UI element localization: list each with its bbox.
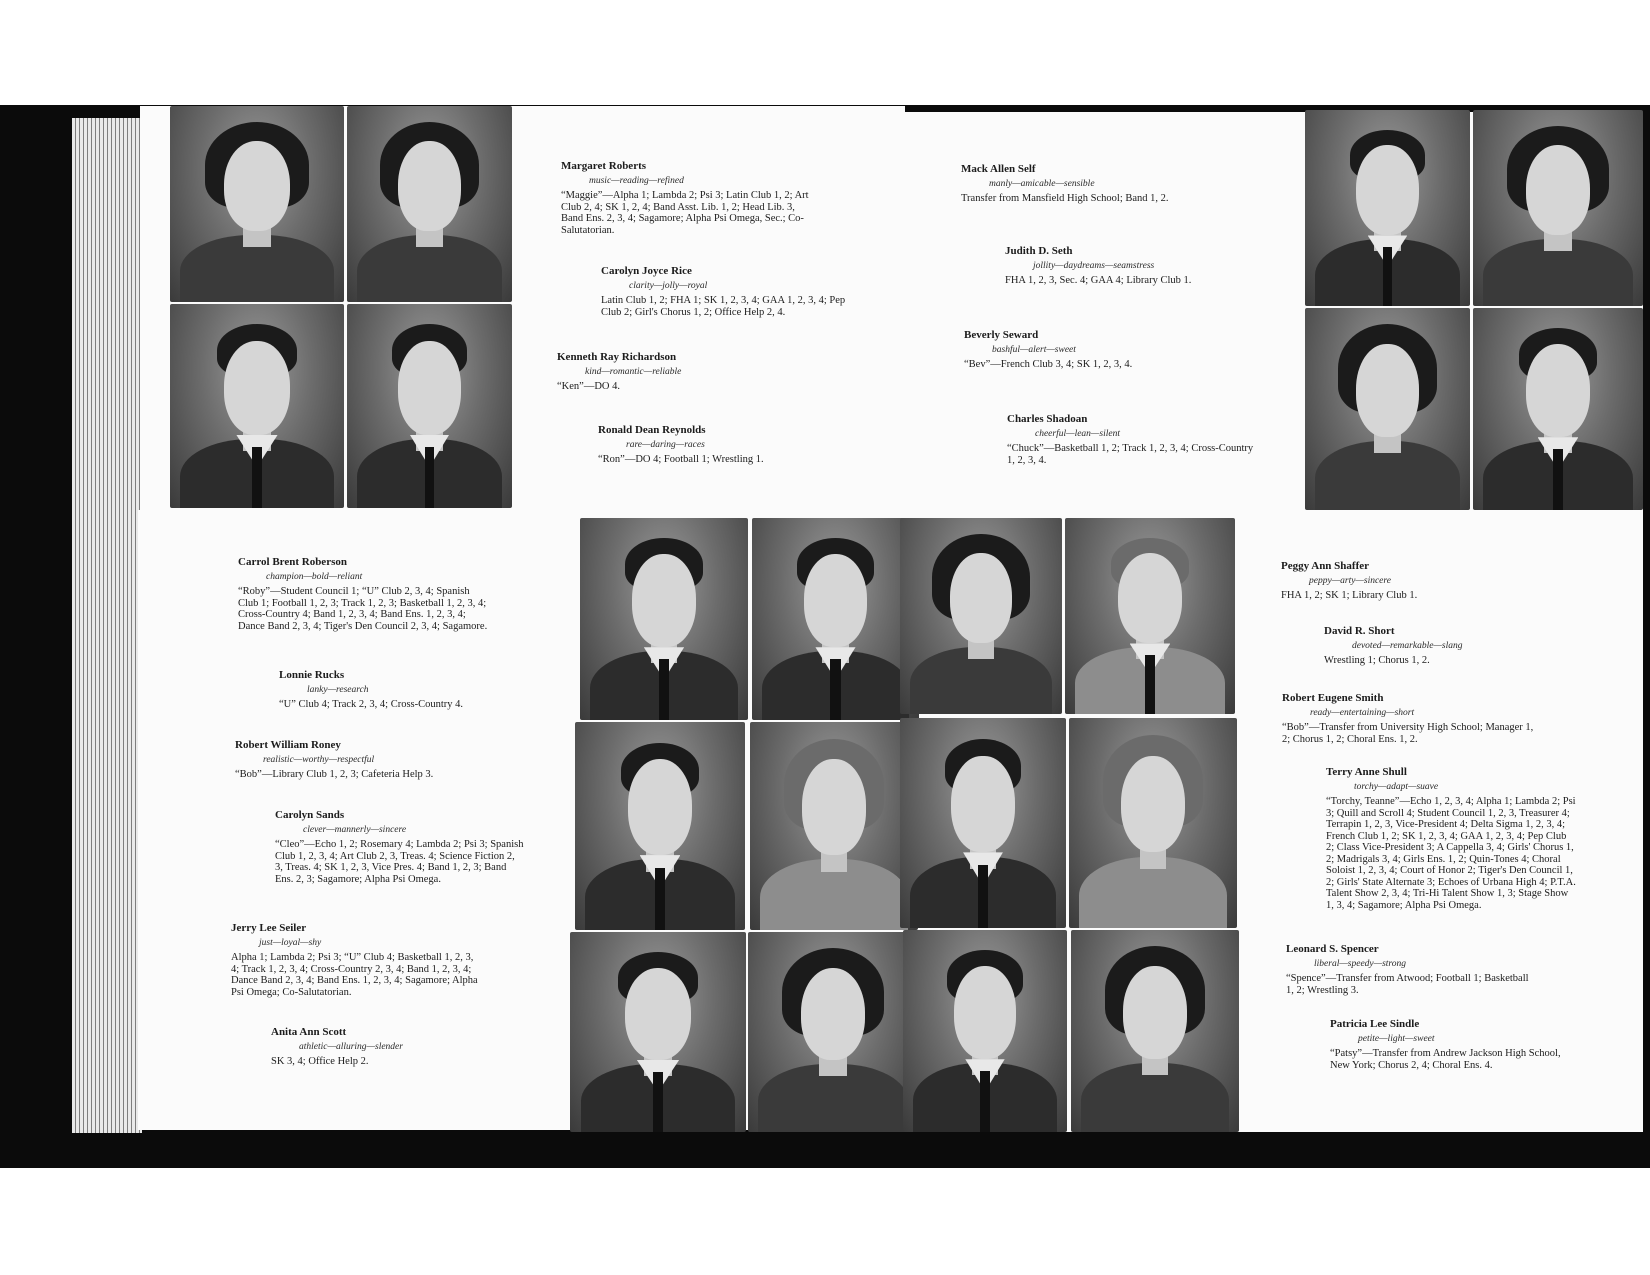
student-entry bbox=[279, 670, 519, 711]
student-activities: “Bob”—Library Club 1, 2, 3; Cafeteria Help 3. bbox=[235, 769, 434, 780]
student-portrait-photo bbox=[900, 718, 1066, 928]
student-motto: ready—entertaining—short bbox=[1310, 707, 1415, 718]
student-portrait-photo bbox=[1305, 110, 1470, 306]
student-entry bbox=[1005, 246, 1255, 287]
student-portrait-photo bbox=[900, 518, 1062, 714]
student-entry bbox=[561, 161, 816, 236]
student-activities: “Roby”—Student Council 1; “U” Club 2, 3, 4; Spanish Club 1; Football 1, 2, 3; Track 1, 2, 3; Basketball 1, 2, 3, 4; Cross-Country 4; Band 1, 2, 3, 4; Band Ens. 1, 2, 3, 4; Dance Band 2, 3, 4; Tiger's Den Council 2, 3, 4; Sagamore. bbox=[238, 586, 488, 632]
student-activities: Transfer from Mansfield High School; Band 1, 2. bbox=[961, 193, 1169, 204]
student-entry bbox=[601, 266, 851, 318]
student-motto: liberal—speedy—strong bbox=[1314, 958, 1407, 969]
student-entry bbox=[964, 330, 1214, 371]
student-activities: “U” Club 4; Track 2, 3, 4; Cross-Country 4. bbox=[279, 699, 464, 710]
student-name: Carolyn Joyce Rice bbox=[601, 265, 692, 277]
student-portrait-photo bbox=[752, 518, 919, 720]
student-motto: kind—romantic—reliable bbox=[585, 366, 682, 377]
student-activities: “Ron”—DO 4; Football 1; Wrestling 1. bbox=[598, 454, 764, 465]
student-name: Judith D. Seth bbox=[1005, 245, 1073, 257]
student-activities: FHA 1, 2, 3, Sec. 4; GAA 4; Library Club 1. bbox=[1005, 275, 1192, 286]
student-entry bbox=[1324, 626, 1564, 667]
student-entry bbox=[238, 557, 488, 632]
student-motto: petite—light—sweet bbox=[1358, 1033, 1435, 1044]
student-activities: “Bob”—Transfer from University High School; Manager 1, 2; Chorus 1, 2; Choral Ens. 1, 2. bbox=[1282, 722, 1534, 745]
student-activities: Latin Club 1, 2; FHA 1; SK 1, 2, 3, 4; GAA 1, 2, 3, 4; Pep Club 2; Girl's Chorus 1, 2; Office Help 2, 4. bbox=[601, 295, 846, 318]
student-activities: FHA 1, 2; SK 1; Library Club 1. bbox=[1281, 590, 1418, 601]
student-entry bbox=[961, 164, 1231, 205]
student-entry bbox=[557, 352, 817, 393]
student-activities: “Maggie”—Alpha 1; Lambda 2; Psi 3; Latin Club 1, 2; Art Club 2, 4; SK 1, 2, 4; Band Asst. Lib. 1, 2; Head Lib. 3, Band Ens. 2, 3, 4; Sagamore; Alpha Psi Omega, Sec.; Co-Salutatorian. bbox=[561, 190, 809, 236]
student-motto: clarity—jolly—royal bbox=[629, 280, 708, 291]
student-portrait-photo bbox=[570, 932, 746, 1132]
student-activities: “Bev”—French Club 3, 4; SK 1, 2, 3, 4. bbox=[964, 359, 1133, 370]
student-name: Carolyn Sands bbox=[275, 809, 345, 821]
student-motto: realistic—worthy—respectful bbox=[263, 754, 375, 765]
student-motto: manly—amicable—sensible bbox=[989, 178, 1095, 189]
student-name: Lonnie Rucks bbox=[279, 669, 345, 681]
student-entry bbox=[1326, 767, 1576, 911]
student-portrait-photo bbox=[1473, 308, 1643, 510]
student-motto: torchy—adapt—suave bbox=[1354, 781, 1439, 792]
student-portrait-photo bbox=[347, 304, 512, 508]
student-motto: peppy—arty—sincere bbox=[1309, 575, 1391, 586]
student-entry bbox=[271, 1027, 511, 1068]
student-portrait-photo bbox=[1065, 518, 1235, 714]
student-entry bbox=[1007, 414, 1257, 466]
student-name: Carrol Brent Roberson bbox=[238, 556, 347, 568]
student-name: Anita Ann Scott bbox=[271, 1026, 347, 1038]
student-name: Peggy Ann Shaffer bbox=[1281, 560, 1369, 572]
student-name: Jerry Lee Seiler bbox=[231, 922, 307, 934]
student-activities: “Cleo”—Echo 1, 2; Rosemary 4; Lambda 2; Psi 3; Spanish Club 1, 2, 3, 4; Art Club 2, 3, Treas. 4; Science Fiction 2, 3, Treas. 4; SK 1, 2, 3, Vice Pres. 4; Band 1, 2, 3; Band Ens. 2, 3; Sagamore; Alpha Psi Omega. bbox=[275, 839, 524, 885]
student-entry bbox=[1286, 944, 1536, 996]
student-motto: bashful—alert—sweet bbox=[992, 344, 1076, 355]
student-entry bbox=[1281, 561, 1531, 602]
student-name: Robert Eugene Smith bbox=[1282, 692, 1384, 704]
student-name: Leonard S. Spencer bbox=[1286, 943, 1379, 955]
student-motto: lanky—research bbox=[307, 684, 369, 695]
student-entry bbox=[1282, 693, 1537, 745]
student-portrait-photo bbox=[1305, 308, 1470, 510]
student-name: Patricia Lee Sindle bbox=[1330, 1018, 1420, 1030]
student-activities: Alpha 1; Lambda 2; Psi 3; “U” Club 4; Basketball 1, 2, 3, 4; Track 1, 2, 3, 4; Cross-Country 2, 3, 4; Band 1, 2, 3, 4; Dance Band 2, 3, 4; Band Ens. 1, 2, 3, 4; Sagamore; Alpha Psi Omega; Co-Salutatorian. bbox=[231, 952, 478, 998]
student-portrait-photo bbox=[903, 930, 1067, 1132]
student-motto: rare—daring—races bbox=[626, 439, 705, 450]
student-motto: champion—bold—reliant bbox=[266, 571, 363, 582]
student-motto: clever—mannerly—sincere bbox=[303, 824, 407, 835]
student-portrait-photo bbox=[170, 304, 344, 508]
student-portrait-photo bbox=[1069, 718, 1237, 928]
student-motto: jollity—daydreams—seamstress bbox=[1033, 260, 1155, 271]
student-motto: athletic—alluring—slender bbox=[299, 1041, 403, 1052]
student-name: Robert William Roney bbox=[235, 739, 341, 751]
student-motto: cheerful—lean—silent bbox=[1035, 428, 1120, 439]
student-portrait-photo bbox=[580, 518, 748, 720]
student-name: Beverly Seward bbox=[964, 329, 1039, 341]
student-activities: Wrestling 1; Chorus 1, 2. bbox=[1324, 655, 1430, 666]
student-name: Ronald Dean Reynolds bbox=[598, 424, 706, 436]
student-portrait-photo bbox=[170, 106, 344, 302]
student-activities: “Ken”—DO 4. bbox=[557, 381, 620, 392]
student-name: Charles Shadoan bbox=[1007, 413, 1088, 425]
student-activities: “Spence”—Transfer from Atwood; Football 1; Basketball 1, 2; Wrestling 3. bbox=[1286, 973, 1529, 996]
student-portrait-photo bbox=[750, 722, 918, 930]
student-name: Kenneth Ray Richardson bbox=[557, 351, 677, 363]
student-entry bbox=[1330, 1019, 1580, 1071]
student-entry bbox=[275, 810, 525, 885]
student-activities: “Torchy, Teanne”—Echo 1, 2, 3, 4; Alpha 1; Lambda 2; Psi 3; Quill and Scroll 4; Student Council 1, 2, 3, Treasurer 4; Terrapin 1, 2, 3, Vice-President 4; Delta Sigma 1, 2, 3, 4; French Club 1, 2; SK 1, 2, 3, 4; GAA 1, 2, 3, 4; Pep Club 2; Class Vice-President 3; A Cappella 3, 4; Girls' Chorus 1, 2; Madrigals 3, 4; Girls Ens. 1, 2; Quin-Tones 4; Choral Soloist 1, 2, 3, 4; Court of Honor 2; Tiger's Den Council 1, 2; Girls' State Alternate 3; Echoes of Urbana High 4; P.T.A. Talent Show 2, 3, 4; Tri-Hi Talent Show 1, 3; Stage Show 1, 3, 4; Sagamore; Alpha Psi Omega. bbox=[1326, 796, 1576, 911]
student-activities: SK 3, 4; Office Help 2. bbox=[271, 1056, 369, 1067]
student-portrait-photo bbox=[347, 106, 512, 302]
student-portrait-photo bbox=[575, 722, 745, 930]
student-name: Margaret Roberts bbox=[561, 160, 647, 172]
student-motto: devoted—remarkable—slang bbox=[1352, 640, 1463, 651]
book-page-edges bbox=[72, 118, 142, 1133]
student-name: David R. Short bbox=[1324, 625, 1395, 637]
student-motto: music—reading—refined bbox=[589, 175, 684, 186]
student-entry bbox=[231, 923, 481, 998]
student-activities: “Patsy”—Transfer from Andrew Jackson High School, New York; Chorus 2, 4; Choral Ens. 4. bbox=[1330, 1048, 1561, 1071]
student-portrait-photo bbox=[1071, 930, 1239, 1132]
student-entry bbox=[598, 425, 858, 466]
student-activities: “Chuck”—Basketball 1, 2; Track 1, 2, 3, 4; Cross-Country 1, 2, 3, 4. bbox=[1007, 443, 1254, 466]
student-portrait-photo bbox=[748, 932, 918, 1132]
student-motto: just—loyal—shy bbox=[259, 937, 322, 948]
student-name: Terry Anne Shull bbox=[1326, 766, 1407, 778]
student-name: Mack Allen Self bbox=[961, 163, 1036, 175]
student-portrait-photo bbox=[1473, 110, 1643, 306]
student-entry bbox=[235, 740, 485, 781]
